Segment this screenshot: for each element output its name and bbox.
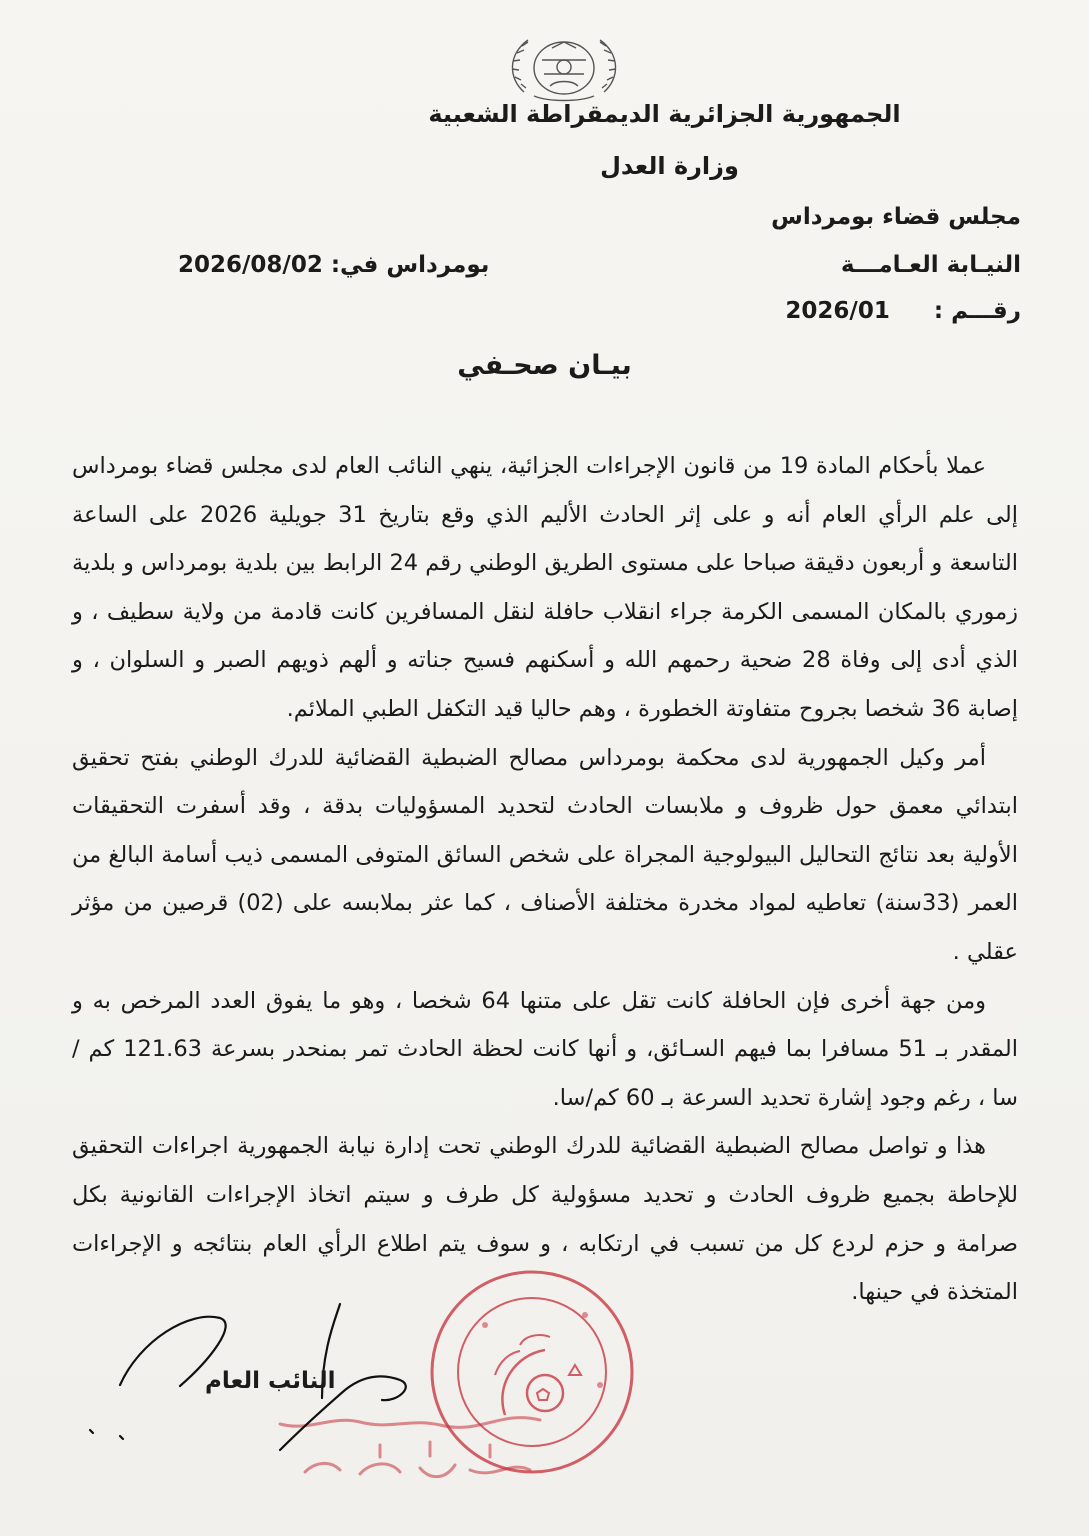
place-date: بومرداس في: 2026/08/02 [178,252,490,278]
reference-label: رقـــم : [933,298,1021,324]
press-release-body [72,442,1018,1317]
body-paragraph: أمر وكيل الجمهورية لدى محكمة بومرداس مصالح الضبطية القضائية للدرك الوطني بفتح تحقيق ابتدائي معمق حول ظروف و ملابسات الحادث لتحديد المسؤوليات بدقة ، وقد أسفرت التحقيقات الأولية بعد نتائج التحاليل البيولوجية المجراة على شخص السائق المتوفى المسمى ذيب أسامة البالغ من العمر (33سنة) تعاطيه لمواد مخدرة مختلفة الأصناف ، كما عثر بملابسه على (02) قرصين من مؤثر عقلي . [72,744,1018,965]
body-paragraph: عملا بأحكام المادة 19 من قانون الإجراءات الجزائية، ينهي النائب العام لدى مجلس قضاء بومرداس إلى علم الرأي العام أنه و على إثر الحادث الأليم الذي وقع بتاريخ 31 جويلية 2026 على الساعة التاسعة و أربعون دقيقة صباحا على مستوى الطريق الوطني رقم 24 الرابط بين بلدية بومرداس و بلدية زموري بالمكان المسمى الكرمة جراء انقلاب حافلة لنقل المسافرين كانت قادمة من ولاية سطيف ، و الذي أدى إلى وفاة 28 ضحية رحمهم الله و أسكنهم فسيح جناته و ألهم ذويهم الصبر و السلوان ، و إصابة 36 شخصا بجروح متفاوتة الخطورة ، وهم حاليا قيد التكفل الطبي الملائم. [72,453,1018,722]
republic-name: الجمهورية الجزائرية الديمقراطة الشعبية [428,100,901,128]
signatory-title: النائب العام [205,1368,336,1394]
document-title: بيـان صحـفي [457,350,632,381]
council-name: مجلس قضاء بومرداس [771,204,1021,230]
reference-line [785,298,1021,324]
reference-number: 2026/01 [785,298,890,324]
algeria-coat-of-arms-icon [494,30,634,106]
body-paragraph: هذا و تواصل مصالح الضبطية القضائية للدرك الوطني تحت إدارة نيابة الجمهورية اجراءات التحقيق للإحاطة بجميع ظروف الحادث و تحديد مسؤولية كل طرف و سيتم اتخاذ الإجراءات القانونية بكل صرامة و حزم لردع كل من تسبب في ارتكابه ، و سوف يتم اطلاع الرأي العام بنتائجه و الإجراءات المتخذة في حينها. [72,1133,1018,1306]
body-paragraph: ومن جهة أخرى فإن الحافلة كانت تقل على متنها 64 شخصا ، وهو ما يفوق العدد المرخص به و المقدر بـ 51 مسافرا بما فيهم السـائق، و أنها كانت لحظة الحادث تمر بمنحدر بسرعة 121.63 كم / سا ، رغم وجود إشارة تحديد السرعة بـ 60 كم/سا. [72,987,1018,1111]
parquet-name: النيـابة العـامـــة [840,252,1021,278]
ministry-name: وزارة العدل [600,152,739,180]
